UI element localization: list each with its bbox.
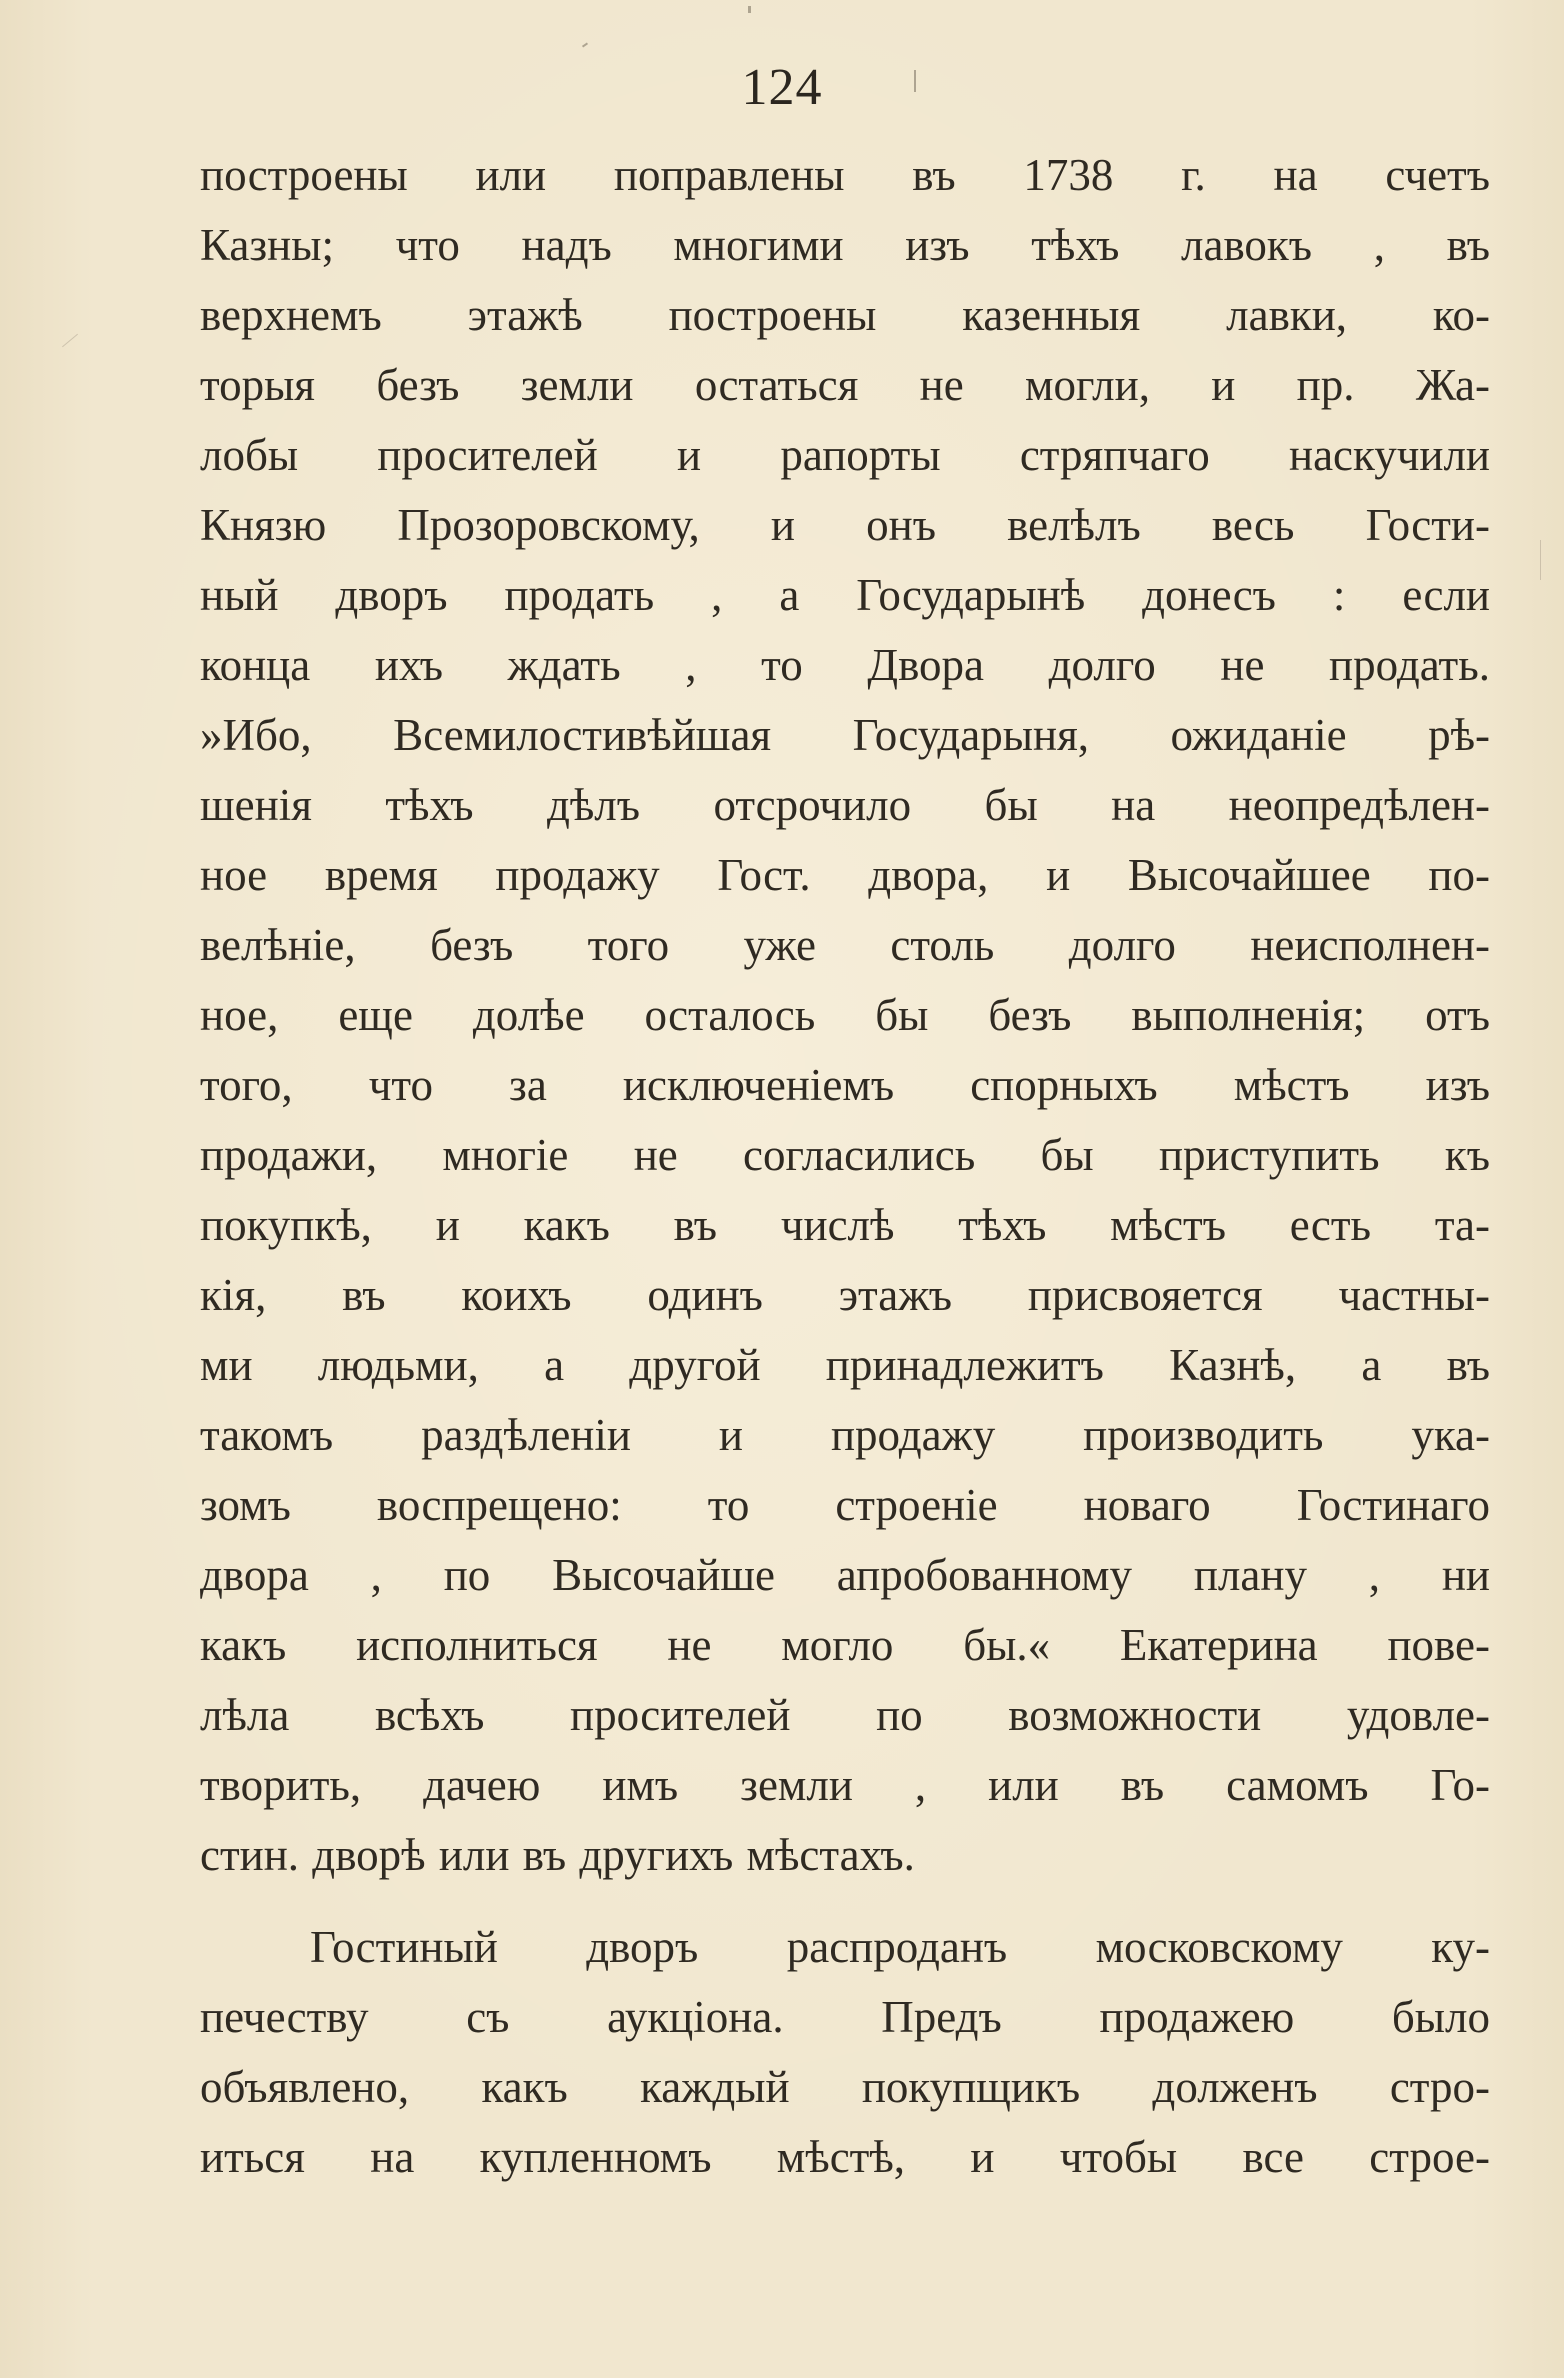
text-line: иться на купленномъ мѣстѣ, и чтобы все строе- — [200, 2132, 1490, 2182]
text-line: Казны; что надъ многими изъ тѣхъ лавокъ , въ — [200, 220, 1490, 270]
text-line: Князю Прозоровскому, и онъ велѣлъ весь Гости- — [200, 500, 1490, 550]
print-speck — [914, 70, 916, 92]
text-line: шенія тѣхъ дѣлъ отсрочило бы на неопредѣлен- — [200, 780, 1490, 830]
text-line: двора , по Высочайше апробованному плану , ни — [200, 1550, 1490, 1600]
text-line: печеству съ аукціона. Предъ продажею было — [200, 1992, 1490, 2042]
text-line: такомъ раздѣленіи и продажу производить ука- — [200, 1410, 1490, 1460]
text-line: лобы просителей и рапорты стряпчаго наскучили — [200, 430, 1490, 480]
page-number: 124 — [741, 59, 823, 116]
text-line: »Ибо, Всемилостивѣйшая Государыня, ожиданіе рѣ- — [200, 710, 1490, 760]
text-line: объявлено, какъ каждый покупщикъ долженъ стро- — [200, 2062, 1490, 2112]
text-line: стин. дворѣ или въ другихъ мѣстахъ. — [200, 1830, 915, 1880]
text-line: покупкѣ, и какъ въ числѣ тѣхъ мѣстъ есть та- — [200, 1200, 1490, 1250]
text-line: Гостиный дворъ распроданъ московскому ку- — [310, 1922, 1490, 1972]
text-line: ный дворъ продать , а Государынѣ донесъ : если — [200, 570, 1490, 620]
text-line: продажи, многіе не согласились бы приступить къ — [200, 1130, 1490, 1180]
text-line: зомъ воспрещено: то строеніе новаго Гостинаго — [200, 1480, 1490, 1530]
text-line: построены или поправлены въ 1738 г. на счетъ — [200, 150, 1490, 200]
text-line: ное время продажу Гост. двора, и Высочайшее по- — [200, 850, 1490, 900]
print-speck — [62, 334, 78, 348]
text-line: ми людьми, а другой принадлежитъ Казнѣ, а въ — [200, 1340, 1490, 1390]
body-text — [200, 140, 1490, 2192]
text-line: велѣніе, безъ того уже столь долго неисполнен- — [200, 920, 1490, 970]
text-line: творить, дачею имъ земли , или въ самомъ Го- — [200, 1760, 1490, 1810]
text-line: конца ихъ ждать , то Двора долго не продать. — [200, 640, 1490, 690]
text-line: ное, еще долѣе осталось бы безъ выполненія; отъ — [200, 990, 1490, 1040]
text-line: того, что за исключеніемъ спорныхъ мѣстъ изъ — [200, 1060, 1490, 1110]
text-line: торыя безъ земли остаться не могли, и пр. Жа- — [200, 360, 1490, 410]
text-line: лѣла всѣхъ просителей по возможности удовле- — [200, 1690, 1490, 1740]
text-line: кія, въ коихъ одинъ этажъ присвояется частны- — [200, 1270, 1490, 1320]
text-line: верхнемъ этажѣ построены казенныя лавки, ко- — [200, 290, 1490, 340]
print-speck — [582, 42, 588, 47]
print-speck — [748, 6, 751, 13]
print-speck — [1540, 540, 1541, 580]
text-line: какъ исполниться не могло бы.« Екатерина пове- — [200, 1620, 1490, 1670]
